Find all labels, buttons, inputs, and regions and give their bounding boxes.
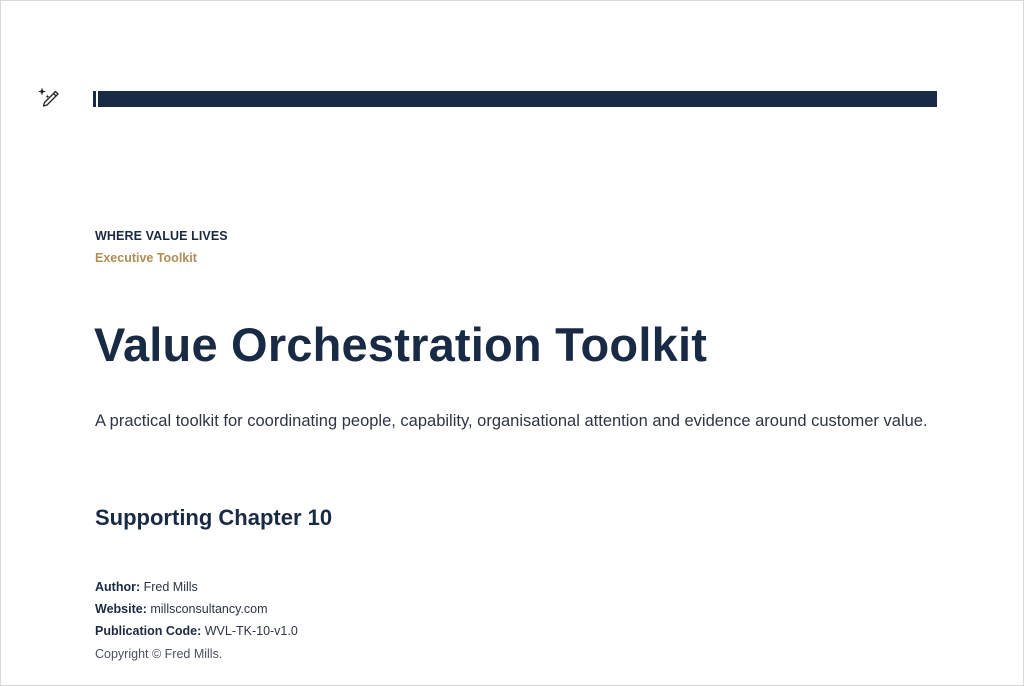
copyright-notice: Copyright © Fred Mills. xyxy=(95,647,223,661)
publication-code-label: Publication Code: xyxy=(95,624,202,638)
series-kicker: WHERE VALUE LIVES xyxy=(95,229,228,243)
author-label: Author: xyxy=(95,580,141,594)
author-line xyxy=(95,580,198,594)
header-bar xyxy=(93,91,937,107)
series-subtitle: Executive Toolkit xyxy=(95,251,197,265)
author-value: Fred Mills xyxy=(143,580,198,594)
publication-code-value: WVL-TK-10-v1.0 xyxy=(204,624,298,638)
document-title: Value Orchestration Toolkit xyxy=(94,318,708,371)
publication-code-line xyxy=(95,624,298,638)
website-line xyxy=(95,602,268,616)
document-lead: A practical toolkit for coordinating people, capability, organisational attention and evidence around customer value. xyxy=(95,412,928,430)
sparkle-pen-icon[interactable] xyxy=(35,85,61,111)
chapter-heading: Supporting Chapter 10 xyxy=(95,505,333,530)
website-label: Website: xyxy=(95,602,147,616)
website-value: millsconsultancy.com xyxy=(150,602,268,616)
